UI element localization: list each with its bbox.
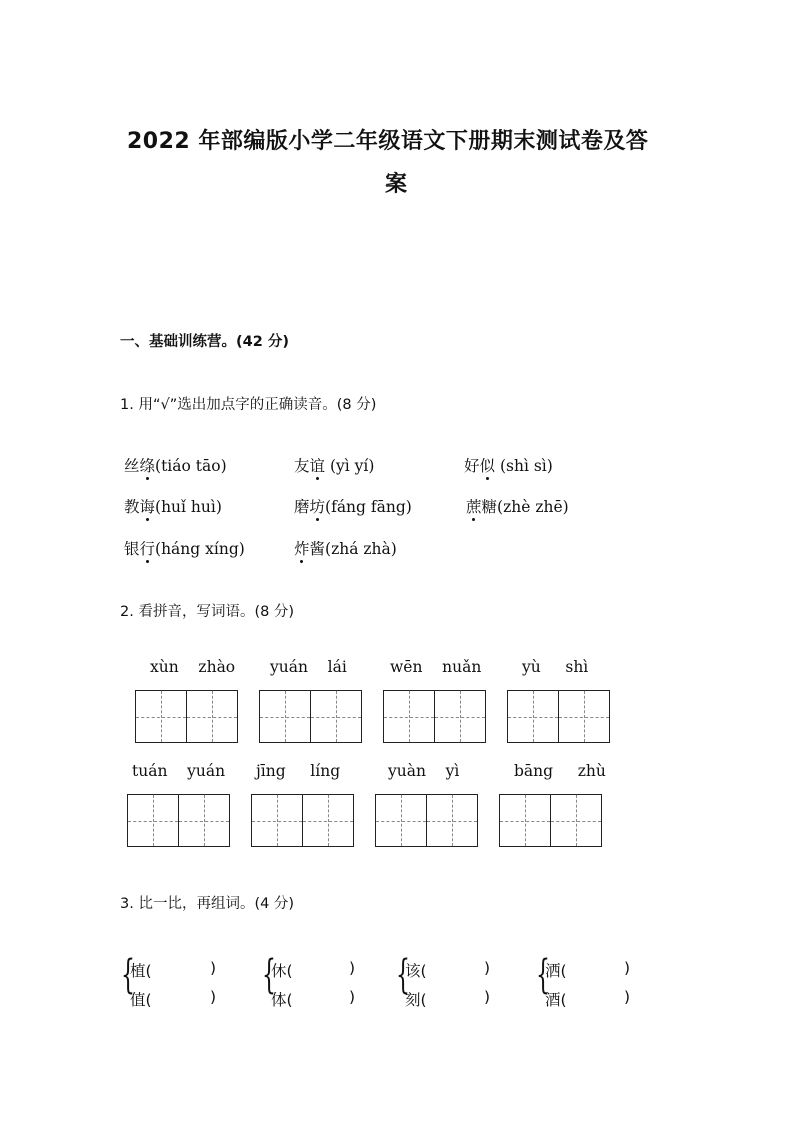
section-heading: 一、基础训练营。(42 分) <box>120 334 289 350</box>
q1-item: 磨坊(fáng fāng) <box>294 498 412 516</box>
pinyin-label: tuán yuán <box>132 762 226 780</box>
page-title: 2022 年部编版小学二年级语文下册期末测试卷及答 <box>127 129 649 154</box>
compare-item: 该( <box>405 962 427 980</box>
writing-grid[interactable] <box>499 794 602 847</box>
question-1-prompt: 1. 用“√”选出加点字的正确读音。(8 分) <box>120 397 377 413</box>
writing-cell[interactable] <box>259 690 311 743</box>
writing-cell[interactable] <box>135 690 187 743</box>
q1-item: 教诲(huǐ huì) <box>124 498 222 516</box>
compare-item: 刻( <box>405 991 427 1009</box>
compare-close: ) <box>484 988 491 1006</box>
compare-item: 洒( <box>545 962 567 980</box>
q1-item: 友谊 (yì yí) <box>294 457 375 475</box>
q1-item: 好似 (shì sì) <box>464 457 553 475</box>
q1-item: 炸酱(zhá zhà) <box>294 540 397 558</box>
pinyin-label: yuàn yì <box>388 762 460 780</box>
writing-cell[interactable] <box>251 794 303 847</box>
brace-icon: { <box>262 952 276 998</box>
compare-close: ) <box>210 959 217 977</box>
compare-close: ) <box>624 959 631 977</box>
question-2-prompt: 2. 看拼音，写词语。(8 分) <box>120 604 295 620</box>
writing-cell[interactable] <box>426 794 478 847</box>
compare-close: ) <box>349 959 356 977</box>
writing-cell[interactable] <box>499 794 551 847</box>
writing-cell[interactable] <box>310 690 362 743</box>
writing-cell[interactable] <box>507 690 559 743</box>
page-title-continued: 案 <box>385 172 408 197</box>
q1-item: 银行(háng xíng) <box>124 540 245 558</box>
pinyin-label: bāng zhù <box>514 762 606 780</box>
compare-close: ) <box>210 988 217 1006</box>
writing-grid[interactable] <box>135 690 238 743</box>
compare-item: 休( <box>271 962 293 980</box>
writing-grid[interactable] <box>383 690 486 743</box>
pinyin-label: yuán lái <box>270 658 347 676</box>
writing-cell[interactable] <box>302 794 354 847</box>
writing-cell[interactable] <box>127 794 179 847</box>
writing-grid[interactable] <box>251 794 354 847</box>
writing-grid[interactable] <box>127 794 230 847</box>
pinyin-label: jīng líng <box>256 762 341 780</box>
brace-icon: { <box>536 952 550 998</box>
compare-close: ) <box>349 988 356 1006</box>
pinyin-label: wēn nuǎn <box>390 658 482 676</box>
writing-cell[interactable] <box>186 690 238 743</box>
pinyin-label: yù shì <box>522 658 589 676</box>
question-3-prompt: 3. 比一比，再组词。(4 分) <box>120 896 295 912</box>
q1-item: 丝绦(tiáo tāo) <box>124 457 227 475</box>
compare-item: 酒( <box>545 991 567 1009</box>
brace-icon: { <box>396 952 410 998</box>
writing-cell[interactable] <box>178 794 230 847</box>
writing-grid[interactable] <box>259 690 362 743</box>
compare-item: 值( <box>130 991 152 1009</box>
writing-cell[interactable] <box>383 690 435 743</box>
compare-close: ) <box>484 959 491 977</box>
q1-item: 蔗糖(zhè zhē) <box>466 498 569 516</box>
writing-cell[interactable] <box>434 690 486 743</box>
compare-close: ) <box>624 988 631 1006</box>
pinyin-label: xùn zhào <box>150 658 236 676</box>
writing-grid[interactable] <box>507 690 610 743</box>
compare-item: 体( <box>271 991 293 1009</box>
writing-grid[interactable] <box>375 794 478 847</box>
writing-cell[interactable] <box>375 794 427 847</box>
writing-cell[interactable] <box>558 690 610 743</box>
brace-icon: { <box>121 952 135 998</box>
writing-cell[interactable] <box>550 794 602 847</box>
compare-item: 植( <box>130 962 152 980</box>
